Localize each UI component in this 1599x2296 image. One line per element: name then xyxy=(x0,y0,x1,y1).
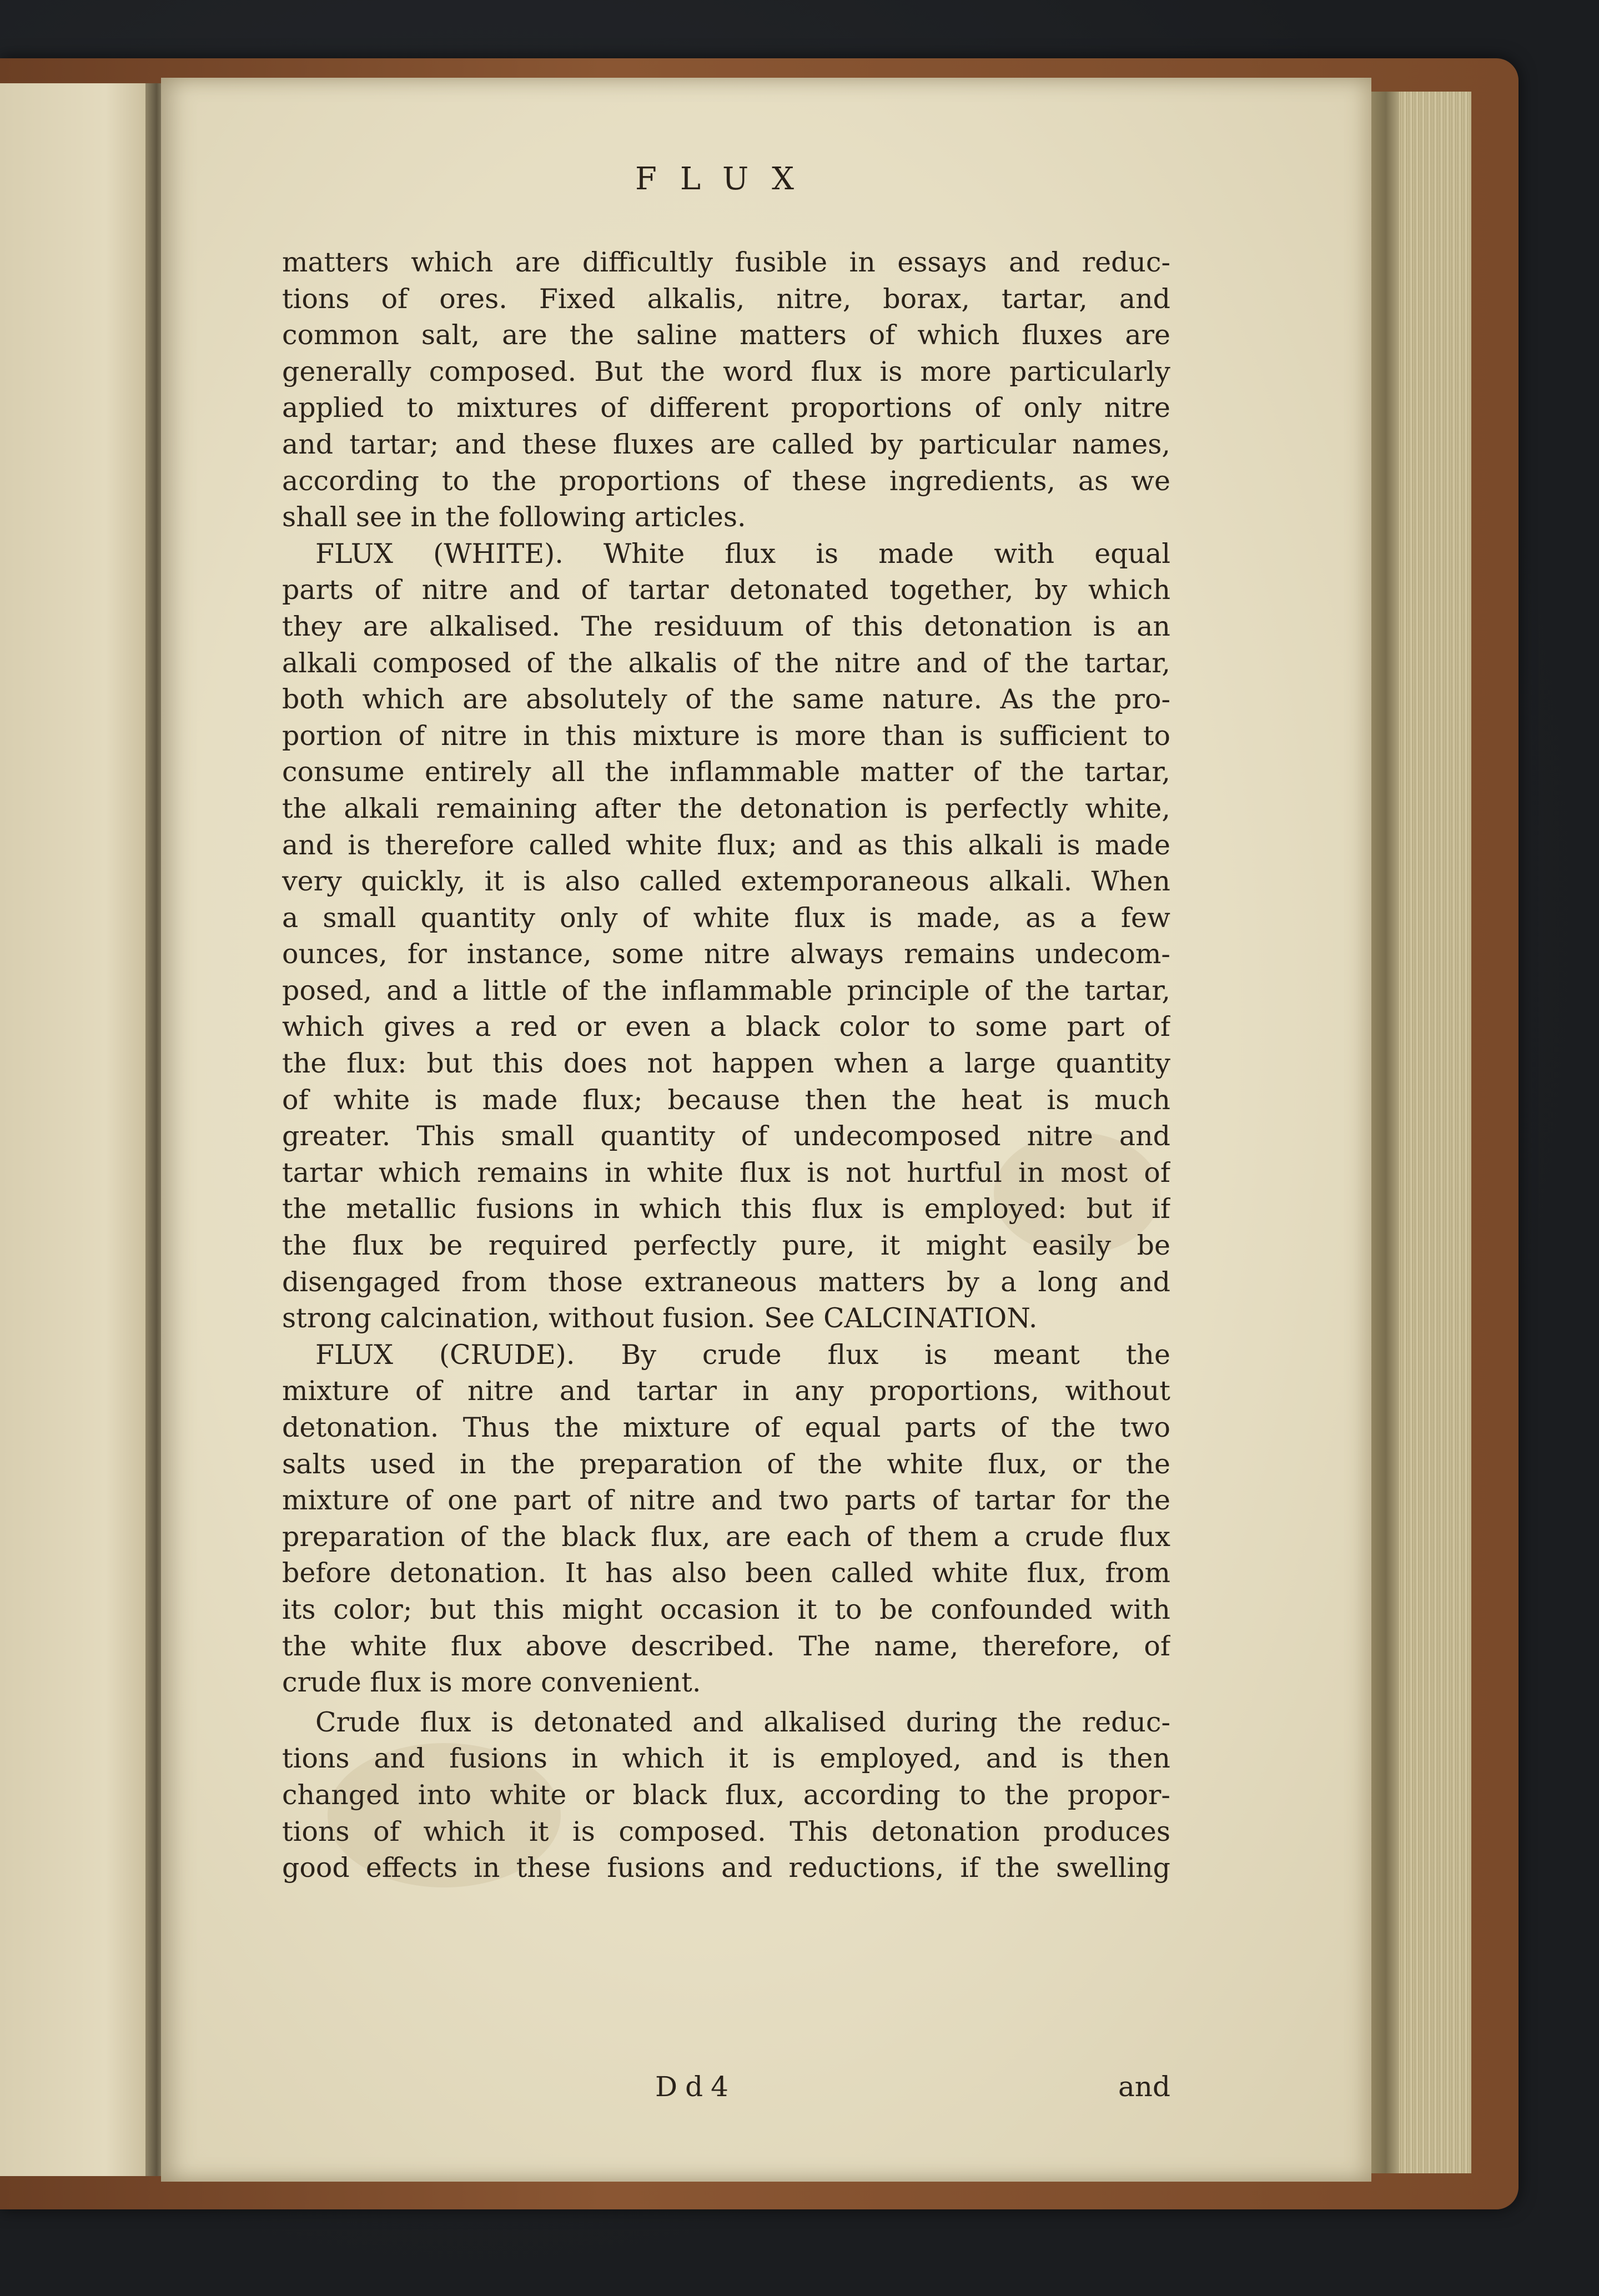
paragraph xyxy=(282,536,1170,1337)
text-line: disengaged from those extraneous matters by a long and xyxy=(282,1266,1170,1298)
text-line: alkali composed of the alkalis of the nitre and of the tartar, xyxy=(282,647,1170,679)
catchword: and xyxy=(1118,2071,1170,2103)
text-line: tions of ores. Fixed alkalis, nitre, borax, tartar, and xyxy=(282,283,1170,315)
entry-heading-line: FLUX (CRUDE). By crude flux is meant the xyxy=(315,1338,1170,1371)
text-line: common salt, are the saline matters of which fluxes are xyxy=(282,319,1170,351)
paragraph xyxy=(282,1337,1170,1701)
text-line: greater. This small quantity of undecomposed nitre and xyxy=(282,1120,1170,1152)
text-line: very quickly, it is also called extemporaneous alkali. When xyxy=(282,865,1170,898)
text-line: strong calcination, without fusion. See CALCINATION. xyxy=(282,1302,1038,1335)
text-line: posed, and a little of the inflammable principle of the tartar, xyxy=(282,974,1170,1006)
text-line: crude flux is more convenient. xyxy=(282,1666,701,1699)
text-line: matters which are difficultly fusible in essays and reduc- xyxy=(282,246,1170,278)
text-line: the alkali remaining after the detonation is perfectly white, xyxy=(282,792,1170,824)
signature-mark: Dd4 xyxy=(655,2071,736,2103)
text-line: parts of nitre and of tartar detonated together, by which xyxy=(282,574,1170,606)
text-line: tartar which remains in white flux is not hurtful in most of xyxy=(282,1156,1170,1189)
text-line: according to the proportions of these ingredients, as we xyxy=(282,465,1170,497)
text-line: generally composed. But the word flux is more particularly xyxy=(282,355,1170,387)
text-line: and tartar; and these fluxes are called by particular names, xyxy=(282,428,1170,460)
running-head: FLUX xyxy=(635,161,818,197)
entry-flux-white xyxy=(282,536,1170,1337)
text-line: the flux: but this does not happen when a large quantity xyxy=(282,1048,1170,1080)
paragraph xyxy=(282,244,1170,536)
text-line: a small quantity only of white flux is made, as a few xyxy=(282,902,1170,934)
text-line: ounces, for instance, some nitre always remains undecom- xyxy=(282,938,1170,970)
paragraph-intro xyxy=(282,244,1170,536)
text-line: mixture of one part of nitre and two parts of tartar for the xyxy=(282,1484,1170,1517)
text-line: mixture of nitre and tartar in any proportions, without xyxy=(282,1375,1170,1407)
text-line: applied to mixtures of different proportions of only nitre xyxy=(282,392,1170,424)
text-line: the flux be required perfectly pure, it might easily be xyxy=(282,1230,1170,1262)
text-line: salts used in the preparation of the white flux, or the xyxy=(282,1448,1170,1480)
paragraph xyxy=(282,1704,1170,1886)
entry-heading-line: FLUX (WHITE). White flux is made with equal xyxy=(315,537,1170,570)
text-line: before detonation. It has also been called white flux, from xyxy=(282,1557,1170,1589)
text-line: detonation. Thus the mixture of equal parts of the two xyxy=(282,1412,1170,1443)
text-line: shall see in the following articles. xyxy=(282,501,746,533)
text-block xyxy=(282,161,1170,2103)
paragraph-crude-detonation xyxy=(282,1704,1170,1886)
left-facing-page xyxy=(0,83,151,2176)
text-line: and is therefore called white flux; and as this alkali is made xyxy=(282,829,1170,861)
book-page xyxy=(161,78,1371,2182)
text-line: they are alkalised. The residuum of this detonation is an xyxy=(282,610,1170,642)
text-line: both which are absolutely of the same nature. As the pro- xyxy=(282,683,1170,716)
text-line: tions of which it is composed. This detonation produces xyxy=(282,1815,1170,1847)
text-line: good effects in these fusions and reductions, if the swelling xyxy=(282,1852,1170,1884)
text-line: Crude flux is detonated and alkalised during the reduc- xyxy=(315,1706,1170,1738)
text-line: portion of nitre in this mixture is more than is sufficient to xyxy=(282,719,1170,752)
text-line: of white is made flux; because then the heat is much xyxy=(282,1084,1170,1116)
text-line: changed into white or black flux, according to the propor- xyxy=(282,1779,1170,1811)
text-line: its color; but this might occasion it to be confounded with xyxy=(282,1593,1170,1625)
text-line: the metallic fusions in which this flux is employed: but if xyxy=(282,1193,1170,1225)
text-line: preparation of the black flux, are each of them a crude flux xyxy=(282,1520,1170,1553)
text-line: which gives a red or even a black color to some part of xyxy=(282,1011,1170,1043)
text-line: the white flux above described. The name, therefore, of xyxy=(282,1630,1170,1662)
page-footer xyxy=(282,2071,1170,2109)
text-line: tions and fusions in which it is employed, and is then xyxy=(282,1743,1170,1775)
text-line: consume entirely all the inflammable matter of the tartar, xyxy=(282,756,1170,788)
entry-flux-crude xyxy=(282,1337,1170,1701)
